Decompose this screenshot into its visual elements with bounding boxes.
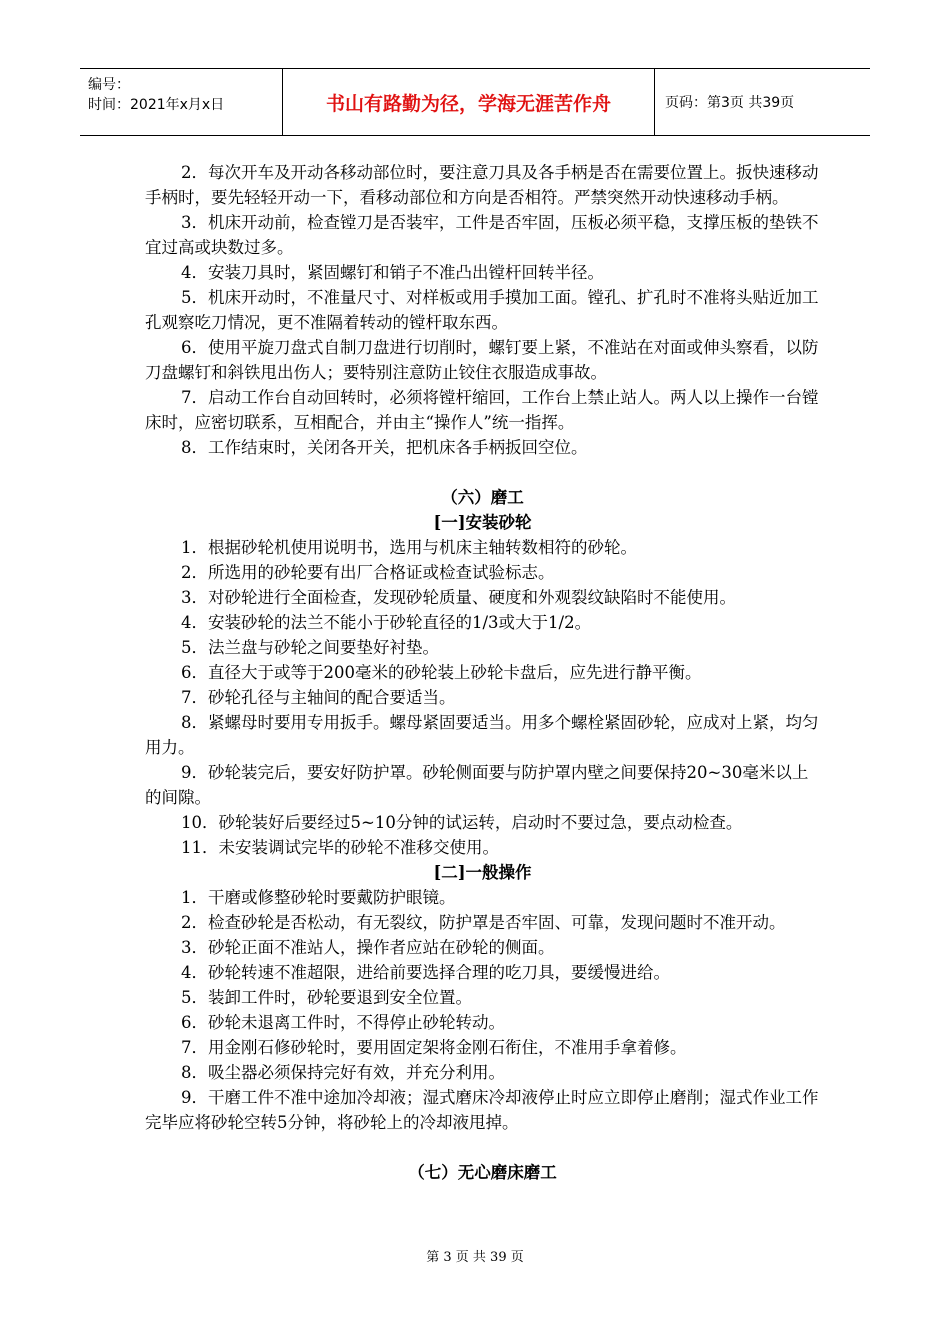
list-item: 11．未安装调试完毕的砂轮不准移交使用。	[181, 838, 499, 857]
list-item: 9．干磨工件不准中途加冷却液；湿式磨床冷却液停止时应立即停止磨削；湿式作业工作完毕应将砂轮空转5分钟，将砂轮上的冷却液甩掉。	[145, 1088, 819, 1132]
list-item: 9．砂轮装完后，要安好防护罩。砂轮侧面要与防护罩内壁之间要保持20~30毫米以上的间隙。	[145, 763, 809, 807]
header-meta-cell	[80, 69, 283, 135]
paragraph: 5．机床开动时，不准量尺寸、对样板或用手摸加工面。镗孔、扩孔时不准将头贴近加工孔观察吃刀情况，更不准隔着转动的镗杆取东西。	[145, 288, 819, 332]
paragraph: 7．启动工作台自动回转时，必须将镗杆缩回，工作台上禁止站人。两人以上操作一台镗床时，应密切联系，互相配合，并由主“操作人”统一指挥。	[145, 388, 819, 432]
section-a	[145, 160, 820, 460]
subsection-title: [一]安装砂轮	[433, 513, 532, 532]
list-item: 3．对砂轮进行全面检查，发现砂轮质量、硬度和外观裂纹缺陷时不能使用。	[181, 588, 736, 607]
page-footer: 第 3 页 共 39 页	[426, 1250, 524, 1265]
section-title: （六）磨工	[441, 488, 524, 507]
list-item: 7．砂轮孔径与主轴间的配合要适当。	[181, 688, 456, 707]
section-seven	[145, 1160, 820, 1185]
list-item: 3．砂轮正面不准站人，操作者应站在砂轮的侧面。	[181, 938, 555, 957]
list-item: 7．用金刚石修砂轮时，要用固定架将金刚石衔住，不准用手拿着修。	[181, 1038, 687, 1057]
list-item: 1．干磨或修整砂轮时要戴防护眼镜。	[181, 888, 456, 907]
header-page-info: 页码：第3页 共39页	[665, 95, 795, 111]
list-item: 8．吸尘器必须保持完好有效，并充分利用。	[181, 1063, 505, 1082]
spacer	[145, 1135, 820, 1160]
paragraph: 8．工作结束时，关闭各开关，把机床各手柄扳回空位。	[181, 438, 588, 457]
list-item: 2．检查砂轮是否松动，有无裂纹，防护罩是否牢固、可靠，发现问题时不准开动。	[181, 913, 786, 932]
section-six	[145, 485, 820, 1135]
list-item: 5．装卸工件时，砂轮要退到安全位置。	[181, 988, 472, 1007]
spacer	[145, 460, 820, 485]
list-item: 1．根据砂轮机使用说明书，选用与机床主轴转数相符的砂轮。	[181, 538, 637, 557]
paragraph: 3．机床开动前，检查镗刀是否装牢，工件是否牢固，压板必须平稳，支撑压板的垫铁不宜过高或块数过多。	[145, 213, 819, 257]
document-number-label: 编号：	[88, 77, 130, 93]
header-motto: 书山有路勤为径，学海无涯苦作舟	[283, 69, 655, 135]
subsection-title: [二]一般操作	[433, 863, 532, 882]
paragraph: 2．每次开车及开动各移动部位时，要注意刀具及各手柄是否在需要位置上。扳快速移动手柄时，要先轻轻开动一下，看移动部位和方向是否相符。严禁突然开动快速移动手柄。	[145, 163, 819, 207]
paragraph: 4．安装刀具时，紧固螺钉和销子不准凸出镗杆回转半径。	[181, 263, 604, 282]
list-item: 5．法兰盘与砂轮之间要垫好衬垫。	[181, 638, 439, 657]
list-item: 6．砂轮未退离工件时，不得停止砂轮转动。	[181, 1013, 505, 1032]
list-item: 2．所选用的砂轮要有出厂合格证或检查试验标志。	[181, 563, 555, 582]
paragraph: 6．使用平旋刀盘式自制刀盘进行切削时，螺钉要上紧，不准站在对面或伸头察看，以防刀盘螺钉和斜铁甩出伤人；要特别注意防止铰住衣服造成事故。	[145, 338, 819, 382]
document-time-label: 时间：2021年x月x日	[88, 97, 225, 113]
list-item: 8．紧螺母时要用专用扳手。螺母紧固要适当。用多个螺栓紧固砂轮，应成对上紧，均匀用力。	[145, 713, 819, 757]
document-body	[145, 160, 820, 1185]
list-item: 10．砂轮装好后要经过5~10分钟的试运转，启动时不要过急，要点动检查。	[181, 813, 743, 832]
list-item: 4．砂轮转速不准超限，进给前要选择合理的吃刀具，要缓慢进给。	[181, 963, 670, 982]
section-title: （七）无心磨床磨工	[408, 1163, 557, 1182]
list-item: 4．安装砂轮的法兰不能小于砂轮直径的1/3或大于1/2。	[181, 613, 592, 632]
document-header	[80, 68, 870, 136]
list-item: 6．直径大于或等于200毫米的砂轮装上砂轮卡盘后，应先进行静平衡。	[181, 663, 702, 682]
